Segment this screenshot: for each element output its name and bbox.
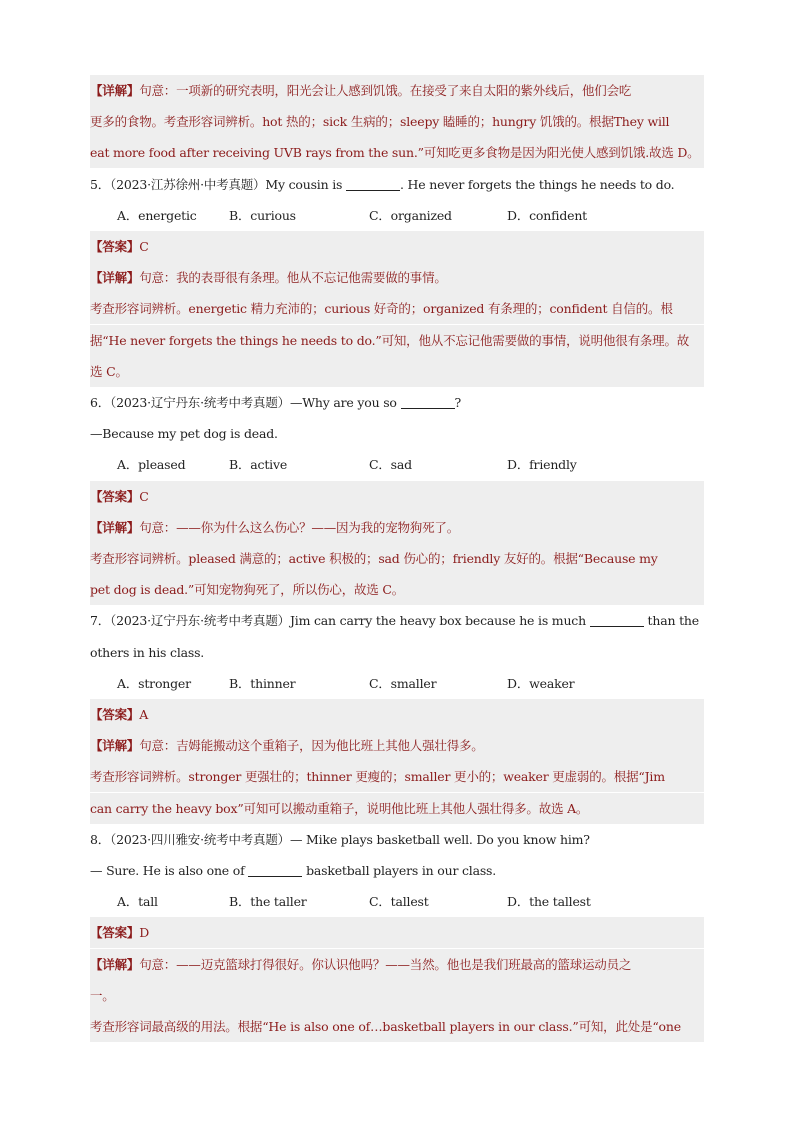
question-number: 6．（2023·辽宁丹东·统考中考真题）	[90, 395, 290, 410]
answer-blank	[346, 176, 400, 191]
explanation-text: 一。	[90, 987, 115, 1003]
option-b: B．curious	[229, 207, 296, 223]
explanation-line	[90, 761, 704, 792]
question-number: 8．（2023·四川雅安·统考中考真题）	[90, 831, 290, 847]
explanation-line	[90, 356, 704, 387]
detail-tag: 【详解】	[90, 83, 140, 98]
answer-blank	[248, 862, 302, 877]
question-text: — Sure. He is also one of	[90, 863, 249, 878]
answer-tag: 【答案】	[90, 925, 140, 941]
option-c: C．sad	[369, 457, 412, 473]
explanation-text: 更多的食物。考查形容词辨析。hot 热的；sick 生病的；sleepy 瞌睡的；hungry 饥饿的。根据They will	[90, 114, 670, 130]
detail-tag: 【详解】	[90, 270, 140, 286]
answer-blank	[401, 394, 455, 409]
question-line	[90, 418, 704, 449]
options-row	[90, 200, 704, 231]
question-text: —Because my pet dog is dead.	[90, 426, 278, 442]
explanation-line	[90, 293, 704, 324]
answer-value: C	[139, 239, 149, 254]
question-line	[90, 169, 704, 200]
question-number: 5．（2023·江苏徐州·中考真题）	[90, 176, 266, 192]
question-text-end: than the	[643, 613, 699, 629]
explanation-line	[90, 325, 704, 356]
explanation-text: pet dog is dead.”可知宠物狗死了，所以伤心，故选 C。	[90, 582, 405, 598]
explanation-text: 选 C。	[90, 363, 128, 379]
option-a: A．pleased	[117, 457, 186, 473]
detail-tag: 【详解】	[90, 956, 140, 972]
option-d: D．confident	[507, 207, 587, 223]
detail-text: 句意：——你为什么这么伤心？——因为我的宠物狗死了。	[139, 519, 460, 535]
answer-line	[90, 481, 704, 512]
option-a: A．stronger	[117, 675, 191, 691]
option-d: D．weaker	[507, 675, 575, 691]
answer-tag: 【答案】	[90, 488, 140, 504]
option-a: A．tall	[117, 894, 158, 910]
explanation-text: can carry the heavy box”可知可以搬动重箱子，说明他比班上其他人强壮得多。故选 A。	[90, 800, 589, 816]
answer-line	[90, 699, 704, 730]
question-line	[90, 855, 704, 886]
explanation-text: 考查形容词辨析。energetic 精力充沛的；curious 好奇的；organized 有条理的；confident 自信的。根	[90, 301, 673, 317]
explanation-text: 考查形容词最高级的用法。根据“He is also one of…basketball players in our class.”可知，此处是“one	[90, 1019, 681, 1034]
answer-tag: 【答案】	[90, 707, 140, 722]
detail-tag: 【详解】	[90, 738, 140, 754]
answer-line	[90, 231, 704, 262]
answer-value: C	[139, 488, 149, 504]
question-text-end: ?	[454, 395, 462, 410]
option-c: C．smaller	[369, 675, 437, 691]
option-a: A．energetic	[117, 207, 197, 223]
explanation-line	[90, 512, 704, 543]
explanation-line	[90, 137, 704, 168]
explanation-line	[90, 793, 704, 824]
question-number: 7．（2023·辽宁丹东·统考中考真题）	[90, 613, 290, 629]
detail-text: 句意：我的表哥很有条理。他从不忘记他需要做的事情。	[139, 270, 447, 286]
explanation-line	[90, 574, 704, 605]
option-b: B．thinner	[229, 675, 296, 691]
option-b: B．active	[229, 457, 288, 473]
question-line	[90, 387, 704, 418]
answer-blank	[590, 612, 644, 627]
explanation-line	[90, 949, 704, 980]
answer-value: A	[139, 707, 149, 722]
explanation-text: 考查形容词辨析。stronger 更强壮的；thinner 更瘦的；smaller 更小的；weaker 更虚弱的。根据“Jim	[90, 769, 665, 785]
explanation-line	[90, 262, 704, 293]
answer-tag: 【答案】	[90, 239, 140, 254]
detail-text: 句意：一项新的研究表明，阳光会让人感到饥饿。在接受了来自太阳的紫外线后，他们会吃	[139, 83, 632, 98]
question-line	[90, 824, 704, 855]
explanation-line	[90, 980, 704, 1011]
option-d: D．friendly	[507, 457, 577, 473]
explanation-line	[90, 543, 704, 574]
explanation-text: eat more food after receiving UVB rays from the sun.”可知吃更多食物是因为阳光使人感到饥饿.故选 D。	[90, 145, 700, 161]
answer-line	[90, 917, 704, 948]
question-text-end: basketball players in our class.	[302, 863, 497, 878]
detail-tag: 【详解】	[90, 519, 140, 535]
question-text: — Mike plays basketball well. Do you know him?	[289, 831, 590, 847]
explanation-text: 考查形容词辨析。pleased 满意的；active 积极的；sad 伤心的；friendly 友好的。根据“Because my	[90, 551, 658, 566]
detail-text: 句意：——迈克篮球打得很好。你认识他吗？——当然。他也是我们班最高的篮球运动员之	[139, 956, 632, 972]
option-c: C．organized	[369, 207, 452, 223]
question-text: Jim can carry the heavy box because he is much	[289, 613, 590, 629]
explanation-text: 据“He never forgets the things he needs to do.”可知，他从不忘记他需要做的事情，说明他很有条理。故	[90, 332, 690, 348]
question-line	[90, 605, 704, 636]
question-text-end: . He never forgets the things he needs to do.	[400, 176, 675, 192]
detail-text: 句意：吉姆能搬动这个重箱子，因为他比班上其他人强壮得多。	[139, 738, 484, 754]
question-text: others in his class.	[90, 644, 205, 660]
answer-value: D	[139, 925, 150, 941]
options-row	[90, 449, 704, 480]
explanation-line	[90, 730, 704, 761]
option-b: B．the taller	[229, 894, 307, 910]
options-row	[90, 668, 704, 699]
option-d: D．the tallest	[507, 894, 591, 910]
question-line	[90, 637, 704, 668]
explanation-line	[90, 1011, 704, 1042]
options-row	[90, 886, 704, 917]
explanation-line	[90, 106, 704, 137]
question-text: —Why are you so	[289, 395, 401, 410]
question-text: My cousin is	[265, 176, 347, 192]
option-c: C．tallest	[369, 894, 429, 910]
explanation-line	[90, 75, 704, 106]
